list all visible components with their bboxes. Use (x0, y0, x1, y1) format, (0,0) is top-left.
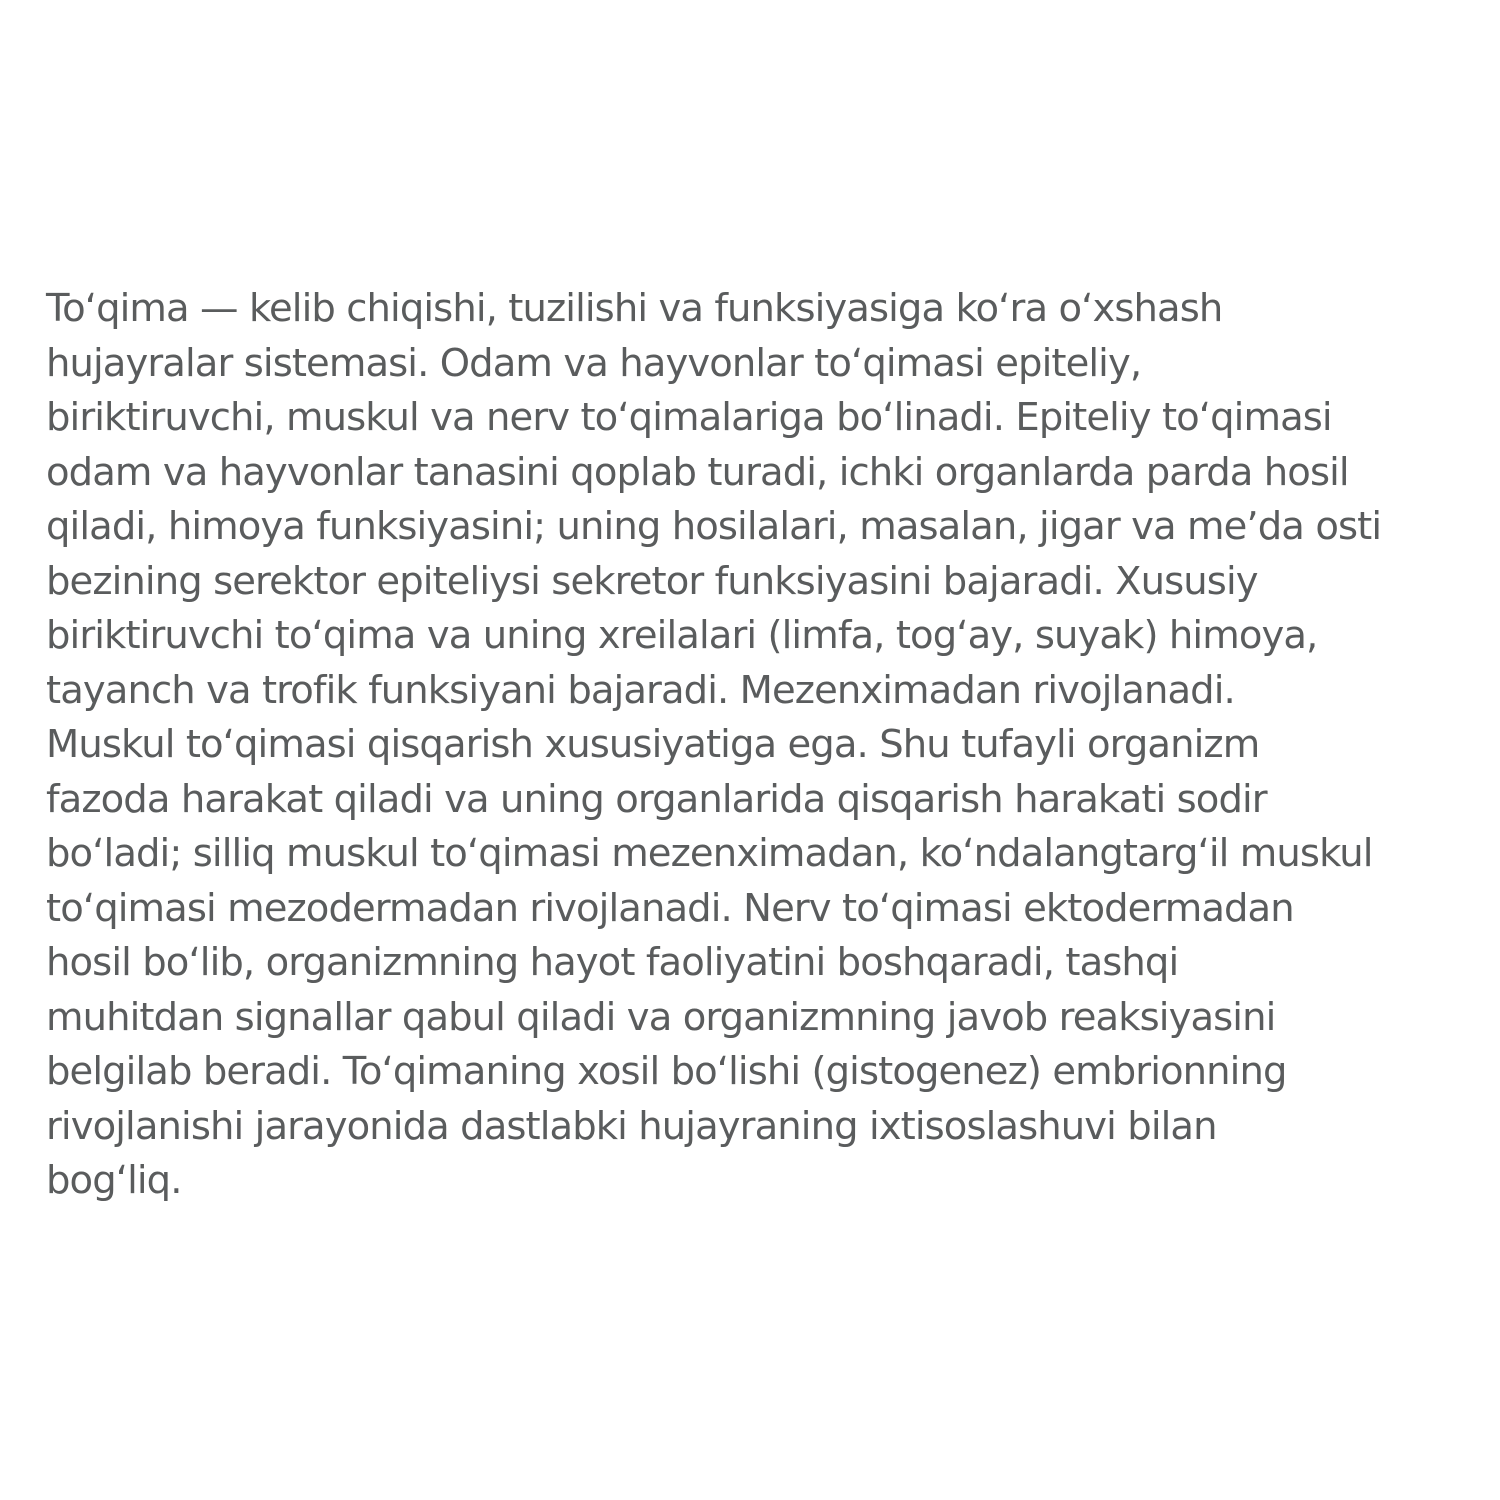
paragraph-line: biriktiruvchi to‘qima va uning xreilalari (limfa, tog‘ay, suyak) himoya, (46, 613, 1318, 658)
paragraph-line: To‘qima — kelib chiqishi, tuzilishi va funksiyasiga ko‘ra o‘xshash (46, 286, 1223, 331)
paragraph-line: hosil bo‘lib, organizmning hayot faoliyatini boshqaradi, tashqi (46, 940, 1179, 985)
paragraph-line: Muskul to‘qimasi qisqarish xususiyatiga ega. Shu tufayli organizm (46, 722, 1260, 767)
paragraph-line: muhitdan signallar qabul qiladi va organizmning javob reaksiyasini (46, 994, 1276, 1040)
paragraph-line: rivojlanishi jarayonida dastlabki hujayraning ixtisoslashuvi bilan (46, 1103, 1217, 1149)
paragraph-line: qiladi, himoya funksiyasini; uning hosilalari, masalan, jigar va me’da osti (46, 504, 1382, 549)
paragraph-line: bezining serektor epiteliysi sekretor funksiyasini bajaradi. Xususiy (46, 558, 1258, 604)
paragraph-line: belgilab beradi. To‘qimaning xosil bo‘lishi (gistogenez) embrionning (46, 1049, 1287, 1094)
paragraph-line: to‘qimasi mezodermadan rivojlanadi. Nerv to‘qimasi ektodermadan (46, 885, 1294, 931)
article-paragraph (46, 282, 1466, 1209)
paragraph-line: bog‘liq. (46, 1158, 182, 1203)
paragraph-line: bo‘ladi; silliq muskul to‘qimasi mezenximadan, ko‘ndalangtarg‘il muskul (46, 831, 1373, 876)
paragraph-line: tayanch va trofik funksiyani bajaradi. Mezenximadan rivojlanadi. (46, 667, 1235, 713)
paragraph-line: fazoda harakat qiladi va uning organlarida qisqarish harakati sodir (46, 776, 1267, 822)
paragraph-line: biriktiruvchi, muskul va nerv to‘qimalariga bo‘linadi. Epiteliy to‘qimasi (46, 395, 1332, 440)
paragraph-line: hujayralar sistemasi. Odam va hayvonlar to‘qimasi epiteliy, (46, 340, 1142, 386)
paragraph-line: odam va hayvonlar tanasini qoplab turadi, ichki organlarda parda hosil (46, 449, 1349, 495)
